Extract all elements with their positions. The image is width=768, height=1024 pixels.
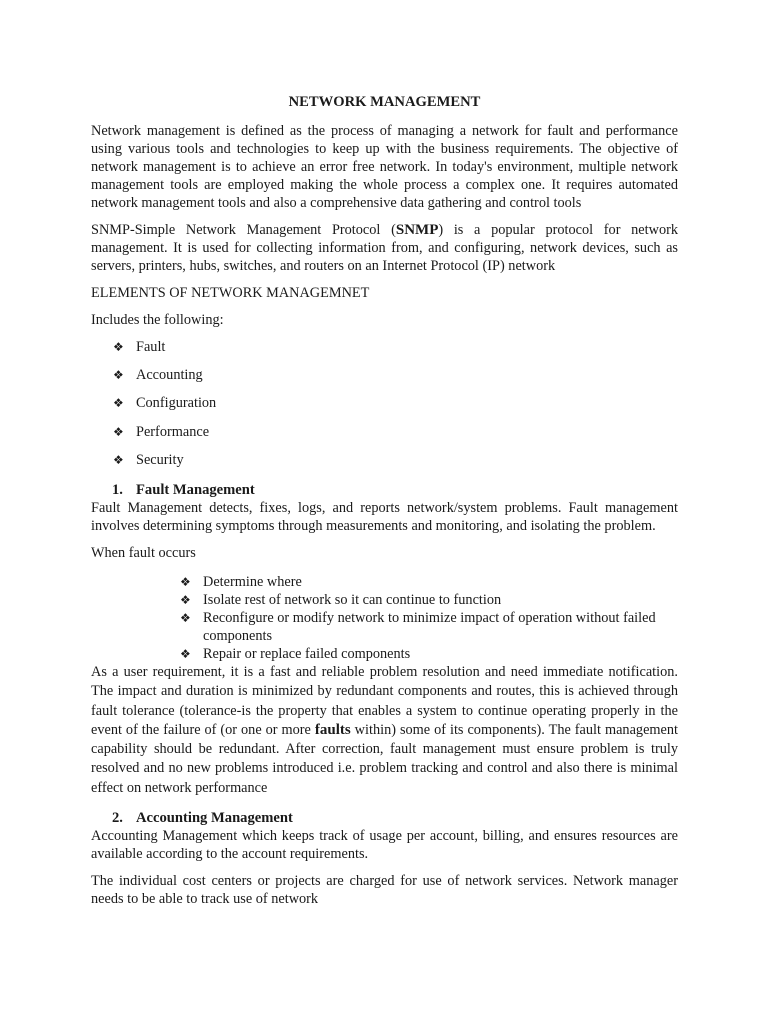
list-item: [180, 645, 678, 663]
page-title: NETWORK MANAGEMENT: [288, 94, 481, 110]
element-label: Fault: [136, 339, 166, 355]
list-item: [180, 573, 678, 591]
document-body: [91, 93, 678, 908]
fault-detail-text: As a user requirement, it is a fast and reliable problem resolution and need immediate notification. The impact and duration is minimized by redundant components and routes, this is achieved through fault tolerance (tolerance-is the property that enables a system to continue operating properly in the event of the failure of (or one or more: [91, 663, 678, 738]
section-title: Accounting Management: [136, 810, 293, 827]
snmp-prefix: SNMP-Simple Network Management Protocol (: [91, 222, 396, 238]
fault-intro-paragraph: Fault Management detects, fixes, logs, and reports network/system problems. Fault management involves determining symptoms through measurements and monitoring, and isolating the problem.: [91, 499, 678, 534]
section-title: Fault Management: [136, 481, 255, 498]
fault-detail-text-end: within) some of its components). The fault management capability should be redundant. After correction, fault management must ensure problem is truly resolved and no new problems introduced i.e. problem tracking and control and also there is minimal effect on network performance: [91, 721, 678, 796]
element-label: Configuration: [136, 395, 217, 412]
list-item: [113, 366, 678, 394]
snmp-suffix: ) is a popular protocol for network management. It is used for collecting information from, and configuring, network devices, such as servers, printers, hubs, switches, and routers on an Internet Protocol (IP) network: [91, 222, 678, 274]
section-number: 1.: [112, 481, 123, 498]
diamond-bullet-icon: ❖: [113, 340, 124, 354]
element-label: Security: [136, 451, 184, 468]
elements-list: [91, 338, 678, 479]
element-label: Accounting: [136, 367, 203, 384]
when-fault-text: When fault occurs: [91, 544, 196, 561]
step-label: Determine where: [203, 573, 302, 590]
list-item: [113, 451, 678, 479]
diamond-bullet-icon: ❖: [113, 452, 124, 467]
section-heading-accounting: [91, 809, 678, 827]
list-item: [180, 591, 678, 609]
list-item: [113, 338, 678, 366]
step-label: Isolate rest of network so it can continue to function: [203, 591, 502, 608]
diamond-bullet-icon: ❖: [113, 368, 124, 383]
diamond-bullet-icon: ❖: [180, 592, 191, 607]
list-item: [113, 423, 678, 451]
list-item: [180, 609, 678, 645]
diamond-bullet-icon: ❖: [180, 574, 191, 589]
fault-steps-list: [91, 573, 678, 663]
fault-detail-paragraph: [91, 663, 678, 798]
section-heading-fault: [91, 481, 678, 499]
diamond-bullet-icon: ❖: [180, 610, 191, 625]
faults-bold: faults: [314, 721, 351, 738]
diamond-bullet-icon: ❖: [180, 646, 191, 661]
diamond-bullet-icon: ❖: [113, 396, 124, 411]
includes-text: Includes the following:: [91, 312, 224, 328]
accounting-paragraph: Accounting Management which keeps track of usage per account, billing, and ensures resources are available according to the account requirements.: [91, 828, 678, 863]
elements-heading: ELEMENTS OF NETWORK MANAGEMNET: [91, 285, 370, 301]
step-label: Reconfigure or modify network to minimize impact of operation without failed components: [203, 609, 656, 644]
element-label: Performance: [136, 423, 210, 440]
intro-paragraph: Network management is defined as the process of managing a network for fault and performance using various tools and technologies to keep up with the business requirements. The objective of network management is to achieve an error free network. In today's environment, multiple network management tools are employed making the whole process a complex one. It requires automated network management tools and also a comprehensive data gathering and control tools: [91, 123, 678, 211]
diamond-bullet-icon: ❖: [113, 424, 124, 439]
step-label: Repair or replace failed components: [203, 645, 411, 662]
list-item: [113, 394, 678, 422]
snmp-bold: SNMP: [395, 222, 439, 238]
snmp-paragraph: [91, 221, 678, 275]
section-number: 2.: [112, 810, 123, 827]
cost-centers-paragraph: The individual cost centers or projects are charged for use of network services. Network manager needs to be able to track use of network: [91, 873, 678, 908]
